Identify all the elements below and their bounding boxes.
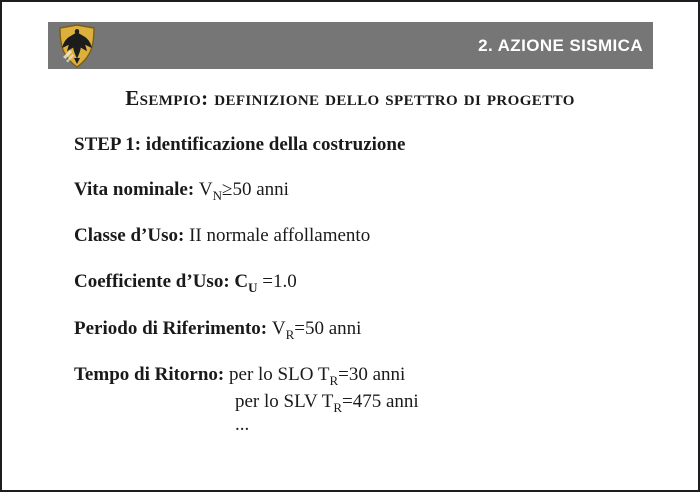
content-line-3 (74, 270, 297, 294)
content-line-0 (74, 133, 405, 157)
subscript: R (329, 373, 339, 388)
text-segment: ... (235, 414, 250, 435)
content-line-6 (235, 390, 419, 414)
text-segment: per lo SLV T (235, 391, 334, 412)
subscript: N (212, 188, 223, 203)
content-line-5 (74, 363, 405, 387)
subscript: R (333, 400, 343, 415)
text-segment: per lo SLO T (229, 364, 330, 385)
text-segment: =475 anni (342, 391, 419, 412)
text-segment: Coefficiente d’Uso: C (74, 271, 249, 292)
text-segment: STEP 1: identificazione della costruzione (74, 134, 406, 155)
text-segment: =30 anni (338, 364, 406, 385)
text-segment: Vita nominale: (74, 179, 199, 200)
text-segment: =1.0 (257, 271, 297, 292)
content-line-1 (74, 178, 289, 202)
section-header-label: 2. AZIONE SISMICA (478, 35, 643, 55)
text-segment: II normale affollamento (189, 225, 371, 246)
text-segment: ≥50 anni (222, 179, 289, 200)
content-line-7 (235, 413, 249, 437)
text-segment: =50 anni (294, 318, 362, 339)
slide-body (2, 2, 698, 490)
subscript: U (248, 280, 258, 295)
content-line-2 (74, 224, 370, 248)
text-segment: V (198, 179, 213, 200)
text-segment: Tempo di Ritorno: (74, 364, 230, 385)
text-segment: Periodo di Riferimento: (74, 318, 272, 339)
subscript: R (285, 327, 295, 342)
content-line-4 (74, 317, 361, 341)
text-segment: V (271, 318, 286, 339)
slide-title: Esempio: definizione dello spettro di progetto (125, 86, 575, 110)
text-segment: Classe d’Uso: (74, 225, 190, 246)
